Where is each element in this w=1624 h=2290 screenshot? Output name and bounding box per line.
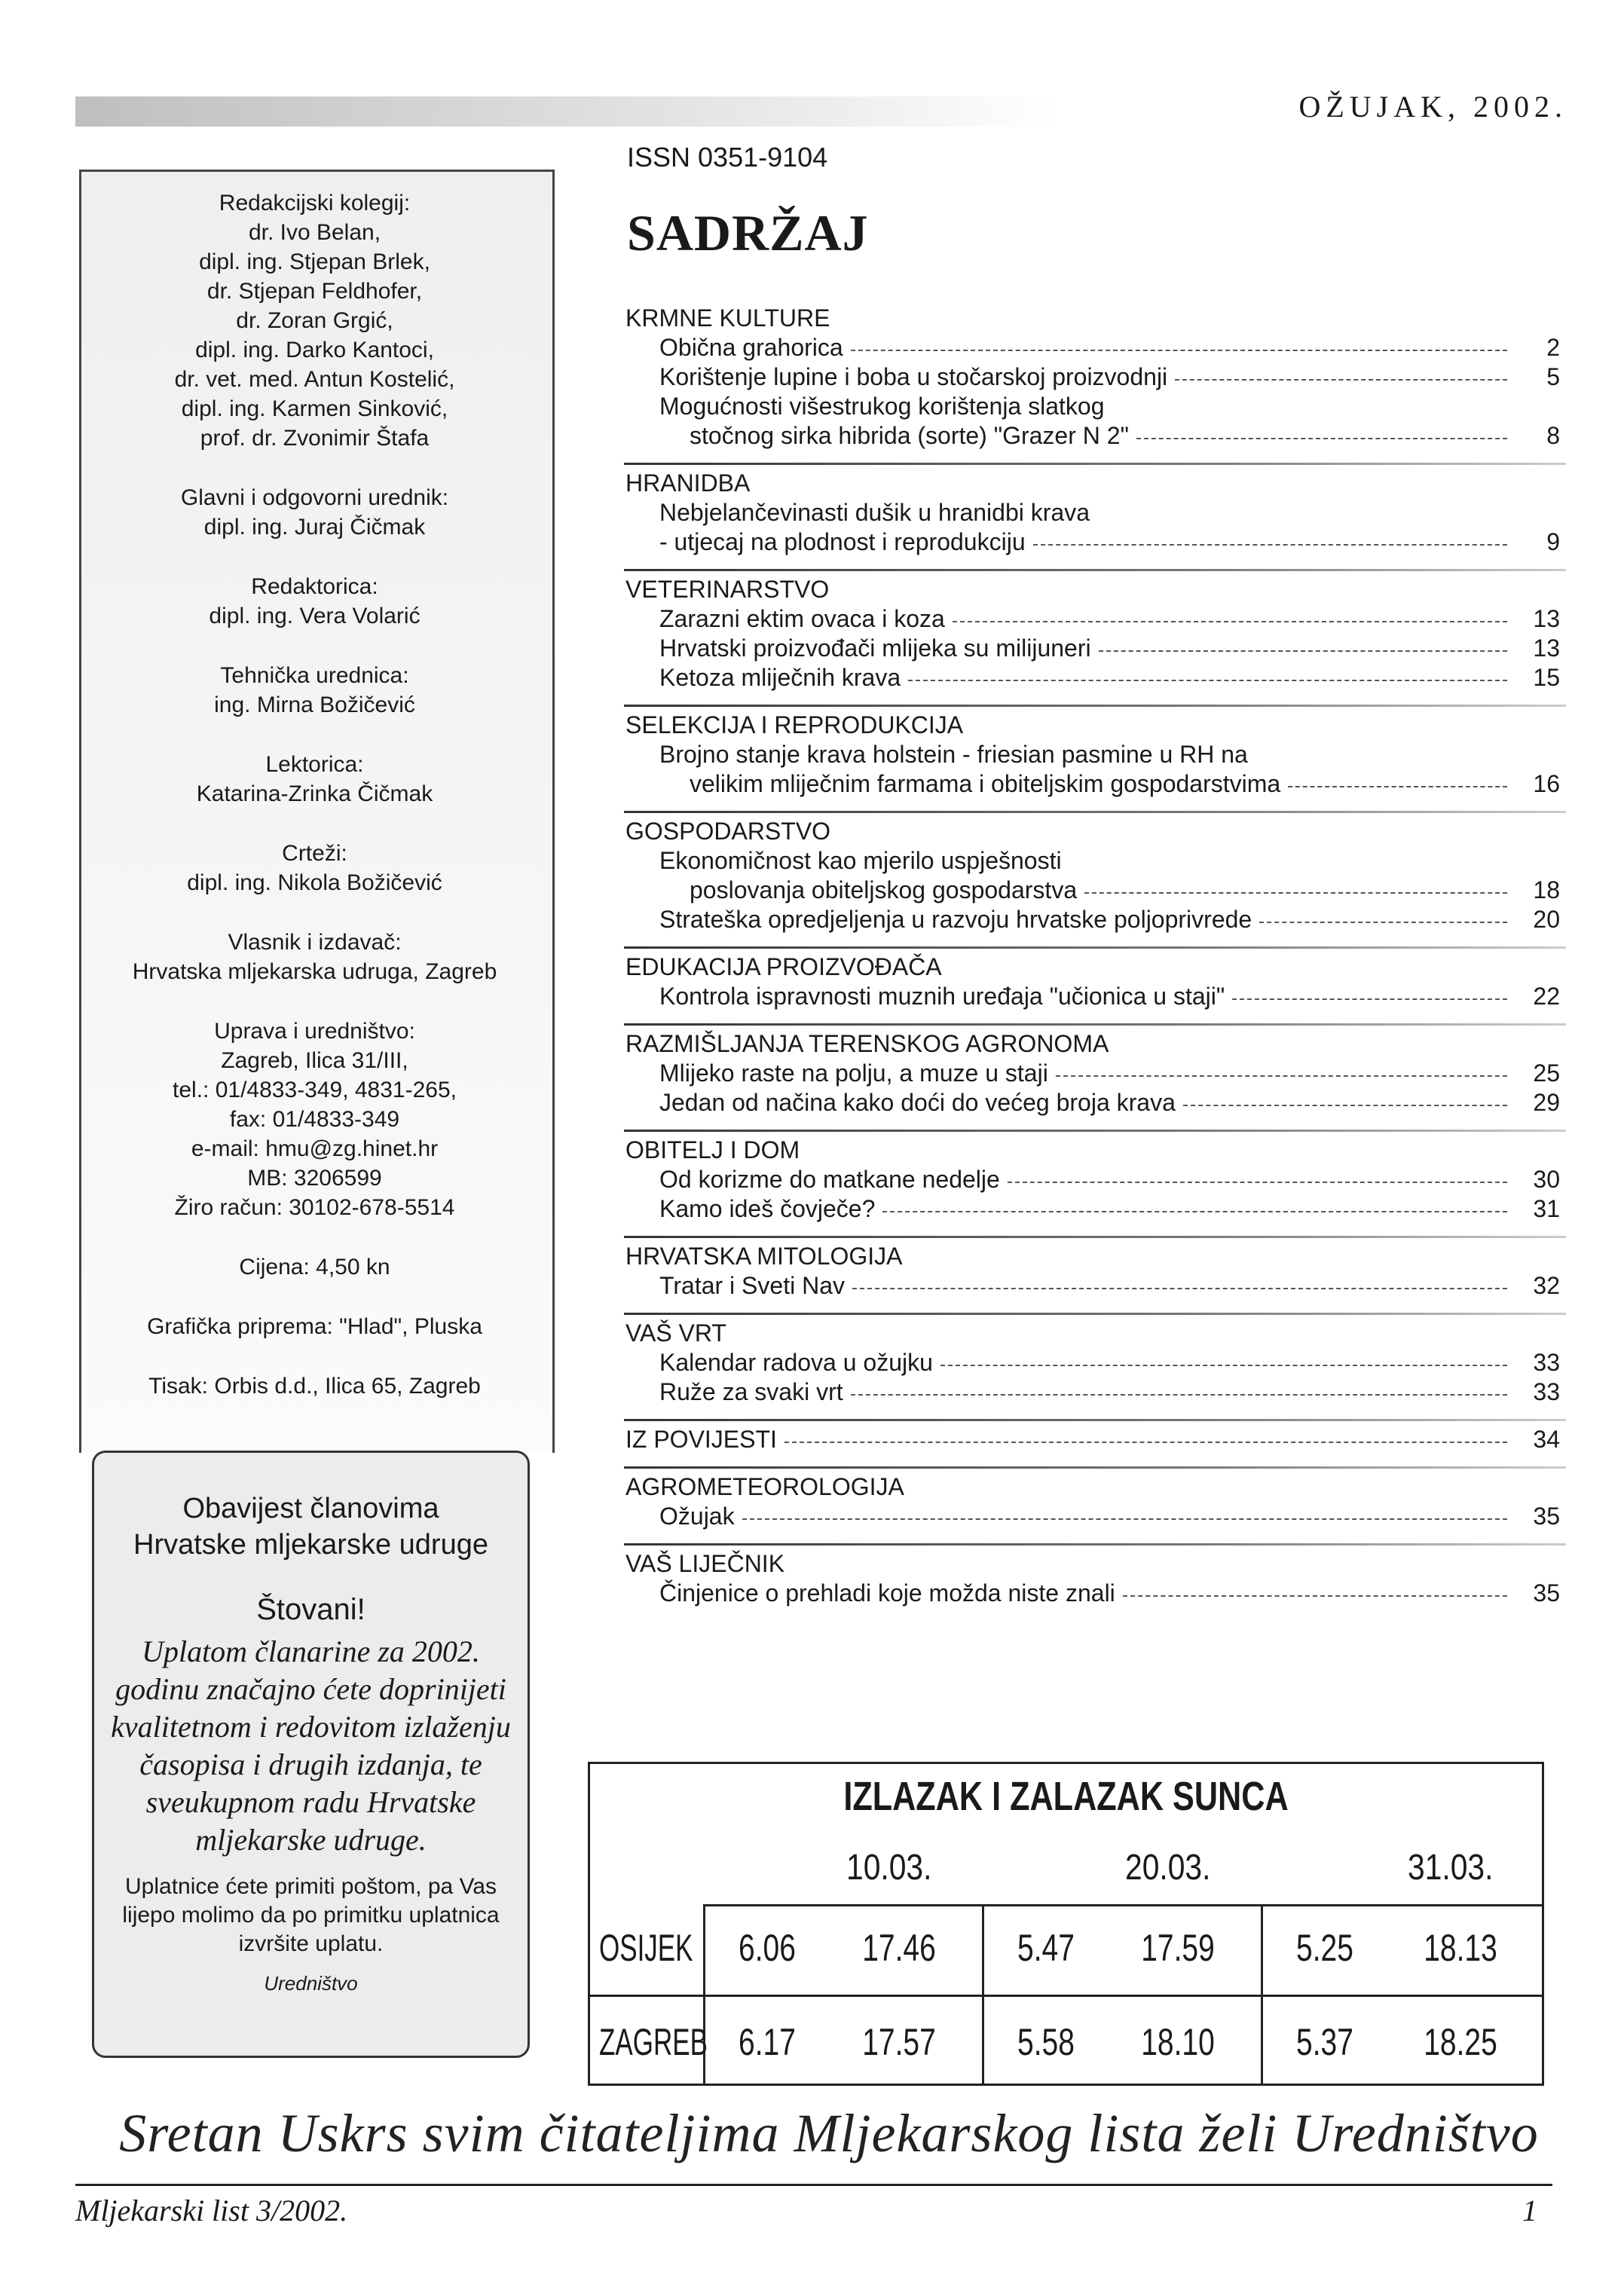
- header-shade-band: [75, 96, 1055, 127]
- leader-dots: [1099, 650, 1507, 652]
- toc-entry-title: poslovanja obiteljskog gospodarstva: [690, 876, 1078, 903]
- toc-page-number: 33: [1533, 1349, 1560, 1376]
- toc-page-number: 13: [1533, 605, 1560, 632]
- toc-entry-title: Obična grahorica: [659, 334, 843, 361]
- toc-entry: [625, 663, 1560, 693]
- masthead-line: Redaktorica:: [251, 574, 378, 599]
- leader-dots: [1008, 1182, 1507, 1183]
- toc-entry-title: Kamo ideš čovječe?: [659, 1195, 876, 1222]
- time-cell: 5.58: [1017, 2021, 1075, 2063]
- toc-entry-title: Kalendar radova u ožujku: [659, 1349, 933, 1376]
- masthead-block: [79, 928, 550, 986]
- masthead-line: dipl. ing. Karmen Sinković,: [181, 396, 448, 421]
- toc-entry-title: Ekonomičnost kao mjerilo uspješnosti: [659, 847, 1062, 874]
- masthead-line: Zagreb, Ilica 31/III,: [221, 1048, 408, 1073]
- toc-page-number: 35: [1533, 1503, 1560, 1530]
- notice-title-line1: Obavijest članovima: [182, 1493, 439, 1524]
- easter-greeting: Sretan Uskrs svim čitateljima Mljekarskog lista želi Uredništvo: [119, 2103, 1539, 2163]
- toc-section-heading: OBITELJ I DOM: [625, 1136, 800, 1163]
- toc-section: [625, 1023, 1560, 1130]
- footer-publication: Mljekarski list 3/2002.: [75, 2194, 348, 2227]
- toc-entry-title: Jedan od načina kako doći do većeg broja krava: [659, 1089, 1176, 1116]
- toc-entry-title: Ožujak: [659, 1503, 735, 1530]
- leader-dots: [953, 621, 1507, 622]
- leader-dots: [1084, 892, 1507, 894]
- masthead-block: [79, 1312, 550, 1341]
- section-divider: [624, 1130, 1566, 1132]
- toc-entry: [625, 527, 1560, 557]
- masthead-line: Lektorica:: [265, 752, 364, 777]
- notice-signature: Uredništvo: [264, 1972, 358, 1995]
- time-cell: 6.17: [739, 2021, 796, 2063]
- toc-entry: [625, 1425, 1560, 1454]
- grid-row-divider: [590, 1995, 1542, 1997]
- toc-page-number: 13: [1533, 634, 1560, 662]
- toc-entry-title: Mogućnosti višestrukog korištenja slatkog: [659, 393, 1105, 420]
- toc-page-number: 18: [1533, 876, 1560, 903]
- toc-entry: [625, 1271, 1560, 1301]
- toc-entry-title: - utjecaj na plodnost i reprodukciju: [659, 528, 1026, 555]
- sunrise-sunset-table: [588, 1762, 1544, 2086]
- section-divider: [624, 705, 1566, 707]
- toc-page-number: 2: [1546, 334, 1560, 361]
- toc-page-number: 8: [1546, 422, 1560, 449]
- toc-page-number: 22: [1533, 983, 1560, 1010]
- toc-section-heading: VAŠ LIJEČNIK: [625, 1550, 785, 1577]
- section-divider: [624, 811, 1566, 813]
- grid-divider: [1261, 1904, 1263, 2084]
- toc-entry-title: Hrvatski proizvođači mlijeka su milijuneri: [659, 634, 1091, 662]
- toc-entry: [625, 421, 1560, 451]
- leader-dots: [1175, 379, 1507, 381]
- toc-page-number: 20: [1533, 906, 1560, 933]
- time-cell: 17.57: [862, 2021, 936, 2063]
- masthead-block: [79, 483, 550, 542]
- toc-entry-title: Brojno stanje krava holstein - friesian pasmine u RH na: [659, 741, 1248, 768]
- time-cell: 5.47: [1017, 1927, 1075, 1969]
- masthead-line: dipl. ing. Nikola Božičević: [187, 870, 442, 895]
- leader-dots: [742, 1518, 1507, 1520]
- leader-dots: [851, 350, 1507, 351]
- toc-section-heading: VAŠ VRT: [625, 1319, 726, 1347]
- toc-entry: [625, 1579, 1560, 1608]
- toc-entry-title: velikim mliječnim farmama i obiteljskim gospodarstvima: [690, 770, 1281, 797]
- toc-section-heading: KRMNE KULTURE: [625, 304, 830, 332]
- leader-dots: [940, 1365, 1507, 1366]
- toc-page-number: 29: [1533, 1089, 1560, 1116]
- footer-rule: [75, 2184, 1552, 2186]
- toc-page-number: 35: [1533, 1579, 1560, 1607]
- masthead-line: Grafička priprema: "Hlad", Pluska: [147, 1314, 482, 1339]
- masthead-line: ing. Mirna Božičević: [214, 693, 415, 717]
- toc-section-heading: HRVATSKA MITOLOGIJA: [625, 1243, 903, 1270]
- toc-page-number: 30: [1533, 1166, 1560, 1193]
- masthead-line: dipl. ing. Stjepan Brlek,: [199, 249, 430, 274]
- leader-dots: [1232, 998, 1507, 1000]
- section-divider: [624, 1543, 1566, 1546]
- section-divider: [624, 946, 1566, 949]
- toc-entry-title: Tratar i Sveti Nav: [659, 1272, 845, 1299]
- toc-section-heading: GOSPODARSTVO: [625, 818, 831, 845]
- masthead-line: Cijena: 4,50 kn: [239, 1255, 390, 1280]
- masthead-line: Glavni i odgovorni urednik:: [180, 485, 449, 510]
- issue-month: OŽUJAK, 2002.: [1298, 90, 1567, 124]
- toc-section: [625, 811, 1560, 946]
- masthead-line: fax: 01/4833-349: [229, 1107, 400, 1132]
- member-notice: [92, 1451, 530, 2058]
- masthead-block: [79, 750, 550, 809]
- section-divider: [624, 1419, 1566, 1421]
- masthead-line: dipl. ing. Vera Volarić: [209, 604, 421, 628]
- toc-section-heading: RAZMIŠLJANJA TERENSKOG AGRONOMA: [625, 1030, 1109, 1057]
- leader-dots: [882, 1211, 1507, 1212]
- grid-divider: [982, 1904, 984, 2084]
- toc-entry-title: Kontrola ispravnosti muznih uređaja "učionica u staji": [659, 983, 1225, 1010]
- masthead-line: dr. Ivo Belan,: [248, 220, 381, 245]
- time-cell: 18.13: [1424, 1927, 1497, 1969]
- leader-dots: [1259, 922, 1507, 923]
- masthead-line: Tisak: Orbis d.d., Ilica 65, Zagreb: [148, 1374, 481, 1399]
- toc-entry: [625, 604, 1560, 634]
- masthead-line: e-mail: hmu@zg.hinet.hr: [191, 1136, 439, 1161]
- toc-entry-title: Nebjelančevinasti dušik u hranidbi krava: [659, 499, 1090, 526]
- toc-entry: [625, 1088, 1560, 1117]
- masthead-line: dr. Zoran Grgić,: [236, 308, 393, 333]
- section-divider: [624, 1313, 1566, 1315]
- toc-section: [625, 1130, 1560, 1236]
- leader-dots: [784, 1442, 1507, 1443]
- masthead-line: Hrvatska mljekarska udruga, Zagreb: [132, 959, 497, 984]
- time-cell: 5.37: [1296, 2021, 1353, 2063]
- toc-section: [625, 1313, 1560, 1419]
- leader-dots: [1136, 438, 1507, 439]
- toc-entry: [625, 1502, 1560, 1531]
- notice-instructions: Uplatnice ćete primiti poštom, pa Vas lijepo molimo da po primitku uplatnica izvršite uplatu.: [122, 1874, 500, 1956]
- section-divider: [624, 569, 1566, 571]
- toc-entry-title: Strateška opredjeljenja u razvoju hrvatske poljoprivrede: [659, 906, 1252, 933]
- toc-entry-title: stočnog sirka hibrida (sorte) "Grazer N 2": [690, 422, 1129, 449]
- toc-entry-title: Činjenice o prehladi koje možda niste znali: [659, 1579, 1115, 1607]
- toc-section-heading: EDUKACIJA PROIZVOĐAČA: [625, 953, 942, 980]
- leader-dots: [1288, 786, 1507, 787]
- time-cell: 17.59: [1141, 1927, 1215, 1969]
- toc-section-heading: VETERINARSTVO: [625, 576, 830, 603]
- leader-dots: [1033, 544, 1507, 546]
- masthead-line: dipl. ing. Juraj Čičmak: [203, 515, 426, 540]
- notice-body: Uplatom članarine za 2002. godinu značajno ćete doprinijeti kvalitetnom i redovitom izlaženju časopisa i drugih izdanja, te sveukupnom radu Hrvatske mljekarske udruge.: [111, 1634, 511, 1857]
- toc-section: [625, 705, 1560, 811]
- leader-dots: [1183, 1105, 1507, 1106]
- masthead-block: [79, 572, 550, 631]
- toc-section-heading: SELEKCIJA I REPRODUKCIJA: [625, 711, 964, 738]
- toc-page-number: 15: [1533, 664, 1560, 691]
- issn: ISSN 0351-9104: [627, 142, 828, 173]
- masthead-block: [79, 661, 550, 720]
- toc-entry-title: Ketoza mliječnih krava: [659, 664, 901, 691]
- masthead-block: [79, 1371, 550, 1401]
- toc-page-number: 33: [1533, 1378, 1560, 1405]
- toc-page-number: 9: [1546, 528, 1560, 555]
- masthead-line: Tehnička urednica:: [220, 663, 409, 688]
- leader-dots: [1123, 1595, 1507, 1597]
- toc-page-number: 34: [1533, 1426, 1560, 1453]
- toc-section: [625, 1543, 1560, 1620]
- sun-date: 10.03.: [846, 1848, 932, 1888]
- masthead-block: [79, 839, 550, 897]
- toc-entry: [625, 876, 1560, 905]
- toc-entry-title: Ruže za svaki vrt: [659, 1378, 843, 1405]
- toc-section: [625, 463, 1560, 569]
- city-label: ZAGREB: [599, 2021, 708, 2063]
- toc-section-heading: AGROMETEOROLOGIJA: [625, 1473, 904, 1500]
- masthead-block: [79, 188, 550, 453]
- section-divider: [624, 1023, 1566, 1026]
- toc-section: [625, 1466, 1560, 1543]
- toc-entry: [625, 634, 1560, 663]
- leader-dots: [908, 680, 1507, 681]
- toc-entry: [625, 1194, 1560, 1224]
- page-number: 1: [1522, 2194, 1537, 2227]
- section-divider: [624, 1236, 1566, 1238]
- masthead-line: dr. Stjepan Feldhofer,: [206, 279, 423, 304]
- toc-entry-title: IZ POVIJESTI: [625, 1426, 777, 1453]
- toc-entry-title: Od korizme do matkane nedelje: [659, 1166, 1000, 1193]
- leader-dots: [1056, 1075, 1507, 1077]
- toc-section: [625, 1419, 1560, 1466]
- toc-page-number: 16: [1533, 770, 1560, 797]
- toc-page-number: 31: [1533, 1195, 1560, 1222]
- toc-entry: [625, 982, 1560, 1011]
- masthead-line: MB: 3206599: [247, 1166, 382, 1191]
- toc-page-number: 5: [1546, 363, 1560, 390]
- toc-entry: [625, 362, 1560, 392]
- notice-title-line2: Hrvatske mljekarske udruge: [133, 1529, 488, 1561]
- table-of-contents: [625, 298, 1560, 1620]
- masthead-line: dipl. ing. Darko Kantoci,: [195, 338, 434, 362]
- time-cell: 18.25: [1424, 2021, 1497, 2063]
- toc-entry-title: Zarazni ektim ovaca i koza: [659, 605, 945, 632]
- toc-entry: [625, 905, 1560, 934]
- masthead-line: Žiro račun: 30102-678-5514: [174, 1195, 455, 1220]
- page-title: SADRŽAJ: [627, 204, 869, 261]
- toc-section: [625, 946, 1560, 1023]
- toc-entry: [625, 333, 1560, 362]
- sun-date: 31.03.: [1408, 1848, 1494, 1888]
- time-cell: 6.06: [739, 1927, 796, 1969]
- masthead-line: Katarina-Zrinka Čičmak: [196, 781, 433, 806]
- time-cell: 5.25: [1296, 1927, 1353, 1969]
- toc-entry: [625, 1348, 1560, 1377]
- toc-entry: [625, 1165, 1560, 1194]
- masthead-line: Uprava i uredništvo:: [214, 1019, 415, 1044]
- toc-page-number: 32: [1533, 1272, 1560, 1299]
- masthead-line: Crteži:: [282, 841, 347, 866]
- toc-page-number: 25: [1533, 1059, 1560, 1087]
- masthead: [79, 188, 550, 1431]
- sun-date: 20.03.: [1125, 1848, 1211, 1888]
- toc-entry-title: Korištenje lupine i boba u stočarskoj proizvodnji: [659, 363, 1168, 390]
- masthead-line: prof. dr. Zvonimir Štafa: [200, 426, 430, 451]
- section-divider: [624, 1466, 1566, 1469]
- toc-entry-title: Mlijeko raste na polju, a muze u staji: [659, 1059, 1048, 1087]
- masthead-line: Vlasnik i izdavač:: [228, 930, 402, 955]
- toc-section: [625, 298, 1560, 463]
- masthead-block: [79, 1252, 550, 1282]
- notice-greeting: Štovani!: [256, 1593, 365, 1626]
- time-cell: 17.46: [862, 1927, 936, 1969]
- city-label: OSIJEK: [599, 1927, 693, 1969]
- toc-entry: [625, 1059, 1560, 1088]
- masthead-line: dr. vet. med. Antun Kostelić,: [174, 367, 455, 392]
- toc-section-heading: HRANIDBA: [625, 469, 751, 497]
- toc-section: [625, 569, 1560, 705]
- section-divider: [624, 463, 1566, 465]
- toc-entry: [625, 1377, 1560, 1407]
- masthead-line: tel.: 01/4833-349, 4831-265,: [173, 1078, 457, 1102]
- time-cell: 18.10: [1141, 2021, 1215, 2063]
- toc-entry: [625, 769, 1560, 799]
- sun-table-title: IZLAZAK I ZALAZAK SUNCA: [843, 1774, 1289, 1819]
- leader-dots: [851, 1394, 1507, 1396]
- toc-section: [625, 1236, 1560, 1313]
- masthead-line: Redakcijski kolegij:: [219, 191, 411, 216]
- leader-dots: [852, 1288, 1507, 1289]
- masthead-block: [79, 1017, 550, 1222]
